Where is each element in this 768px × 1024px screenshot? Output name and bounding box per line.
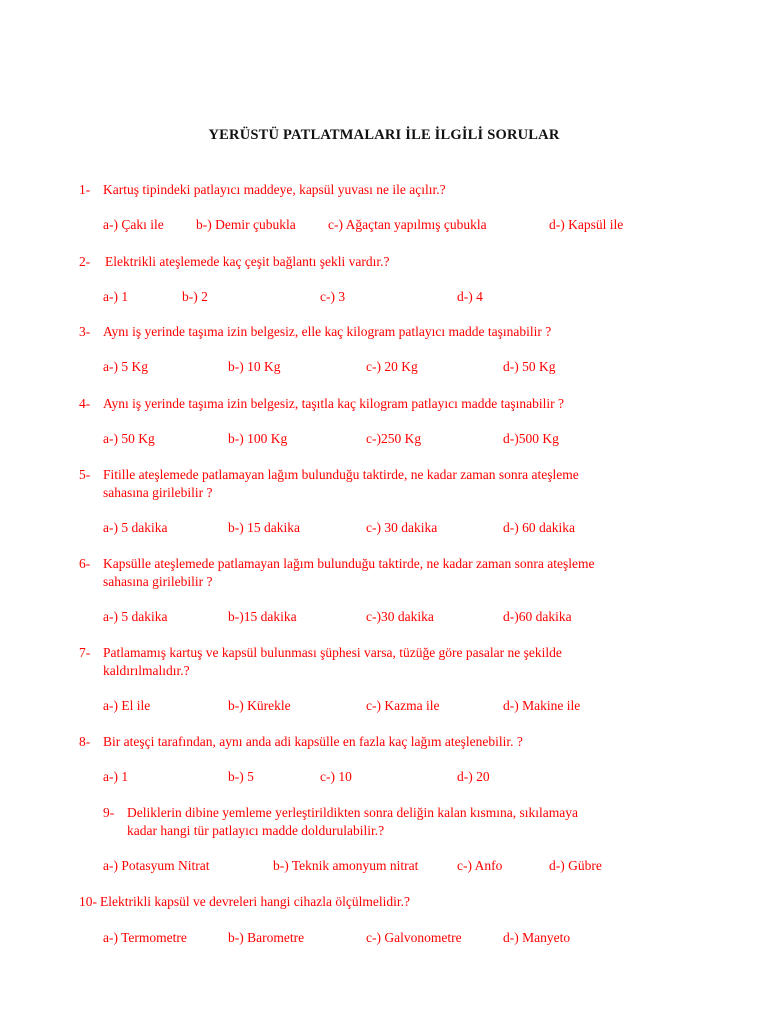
option-b: b-) 10 Kg [228,359,281,374]
option-b: b-)15 dakika [228,609,297,624]
question-text-cont: sahasına girilebilir ? [103,574,213,589]
option-a: a-) El ile [103,698,151,713]
question-number: 7- [79,645,91,660]
question-number: 8- [79,734,91,749]
option-c: c-) Galvonometre [366,930,462,945]
option-c: c-) 20 Kg [366,359,418,374]
option-a: a-) Termometre [103,930,187,945]
question-text: Kapsülle ateşlemede patlamayan lağım bulunduğu taktirde, ne kadar zaman sonra ateşleme [103,556,595,571]
option-b: b-) Teknik amonyum nitrat [273,858,419,873]
option-b: b-) 5 [228,769,254,784]
option-a: a-) 50 Kg [103,431,155,446]
question-number: 2- [79,254,91,269]
question-number: 6- [79,556,91,571]
question-text: Kartuş tipindeki patlayıcı maddeye, kapsül yuvası ne ile açılır.? [103,182,446,197]
option-c: c-) Ağaçtan yapılmış çubukla [328,217,487,232]
option-b: b-) 2 [182,289,208,304]
option-a: a-) 1 [103,769,129,784]
question-text: Deliklerin dibine yemleme yerleştirildikten sonra deliğin kalan kısmına, sıkılamaya [127,805,579,820]
option-d: d-)60 dakika [503,609,572,624]
option-a: a-) 5 Kg [103,359,148,374]
option-d: d-)500 Kg [503,431,559,446]
question-text-cont: kaldırılmalıdır.? [103,663,190,678]
option-c: c-)250 Kg [366,431,422,446]
option-c: c-) Kazma ile [366,698,440,713]
question-text: Bir ateşçi tarafından, aynı anda adi kapsülle en fazla kaç lağım ateşlenebilir. ? [103,734,523,749]
question-text-cont: kadar hangi tür patlayıcı madde doldurulabilir.? [127,823,385,838]
question-text: Aynı iş yerinde taşıma izin belgesiz, taşıtla kaç kilogram patlayıcı madde taşınabilir ? [103,396,564,411]
question-number: 1- [79,182,91,197]
option-c: c-) 10 [320,769,352,784]
option-b: b-) 15 dakika [228,520,300,535]
question-text: Elektrikli ateşlemede kaç çeşit bağlantı şekli vardır.? [105,254,390,269]
option-a: a-) Çakı ile [103,217,164,232]
option-d: d-) 20 [457,769,490,784]
question-number: 5- [79,467,91,482]
option-d: d-) 60 dakika [503,520,575,535]
question-number: 4- [79,396,91,411]
option-a: a-) 5 dakika [103,520,168,535]
question-number: 3- [79,324,91,339]
option-b: b-) Kürekle [228,698,291,713]
option-d: d-) Manyeto [503,930,571,945]
option-a: a-) Potasyum Nitrat [103,858,210,873]
question-text: Fitille ateşlemede patlamayan lağım bulunduğu taktirde, ne kadar zaman sonra ateşleme [103,467,579,482]
question-text: Elektrikli kapsül ve devreleri hangi cihazla ölçülmelidir.? [100,894,411,909]
question-number: 10- [79,894,97,909]
option-c: c-)30 dakika [366,609,434,624]
page-title: YERÜSTÜ PATLATMALARI İLE İLGİLİ SORULAR [208,127,560,143]
option-d: d-) Makine ile [503,698,581,713]
option-c: c-) 3 [320,289,346,304]
option-b: b-) Demir çubukla [196,217,296,232]
option-a: a-) 1 [103,289,129,304]
option-d: d-) 4 [457,289,483,304]
option-d: d-) 50 Kg [503,359,556,374]
option-c: c-) 30 dakika [366,520,438,535]
option-a: a-) 5 dakika [103,609,168,624]
question-text: Aynı iş yerinde taşıma izin belgesiz, elle kaç kilogram patlayıcı madde taşınabilir ? [103,324,552,339]
option-d: d-) Gübre [549,858,602,873]
question-text: Patlamamış kartuş ve kapsül bulunması şüphesi varsa, tüzüğe göre pasalar ne şekilde [103,645,562,660]
option-c: c-) Anfo [457,858,503,873]
option-b: b-) 100 Kg [228,431,288,446]
option-d: d-) Kapsül ile [549,217,624,232]
question-text-cont: sahasına girilebilir ? [103,485,213,500]
option-b: b-) Barometre [228,930,305,945]
question-number: 9- [103,805,115,820]
